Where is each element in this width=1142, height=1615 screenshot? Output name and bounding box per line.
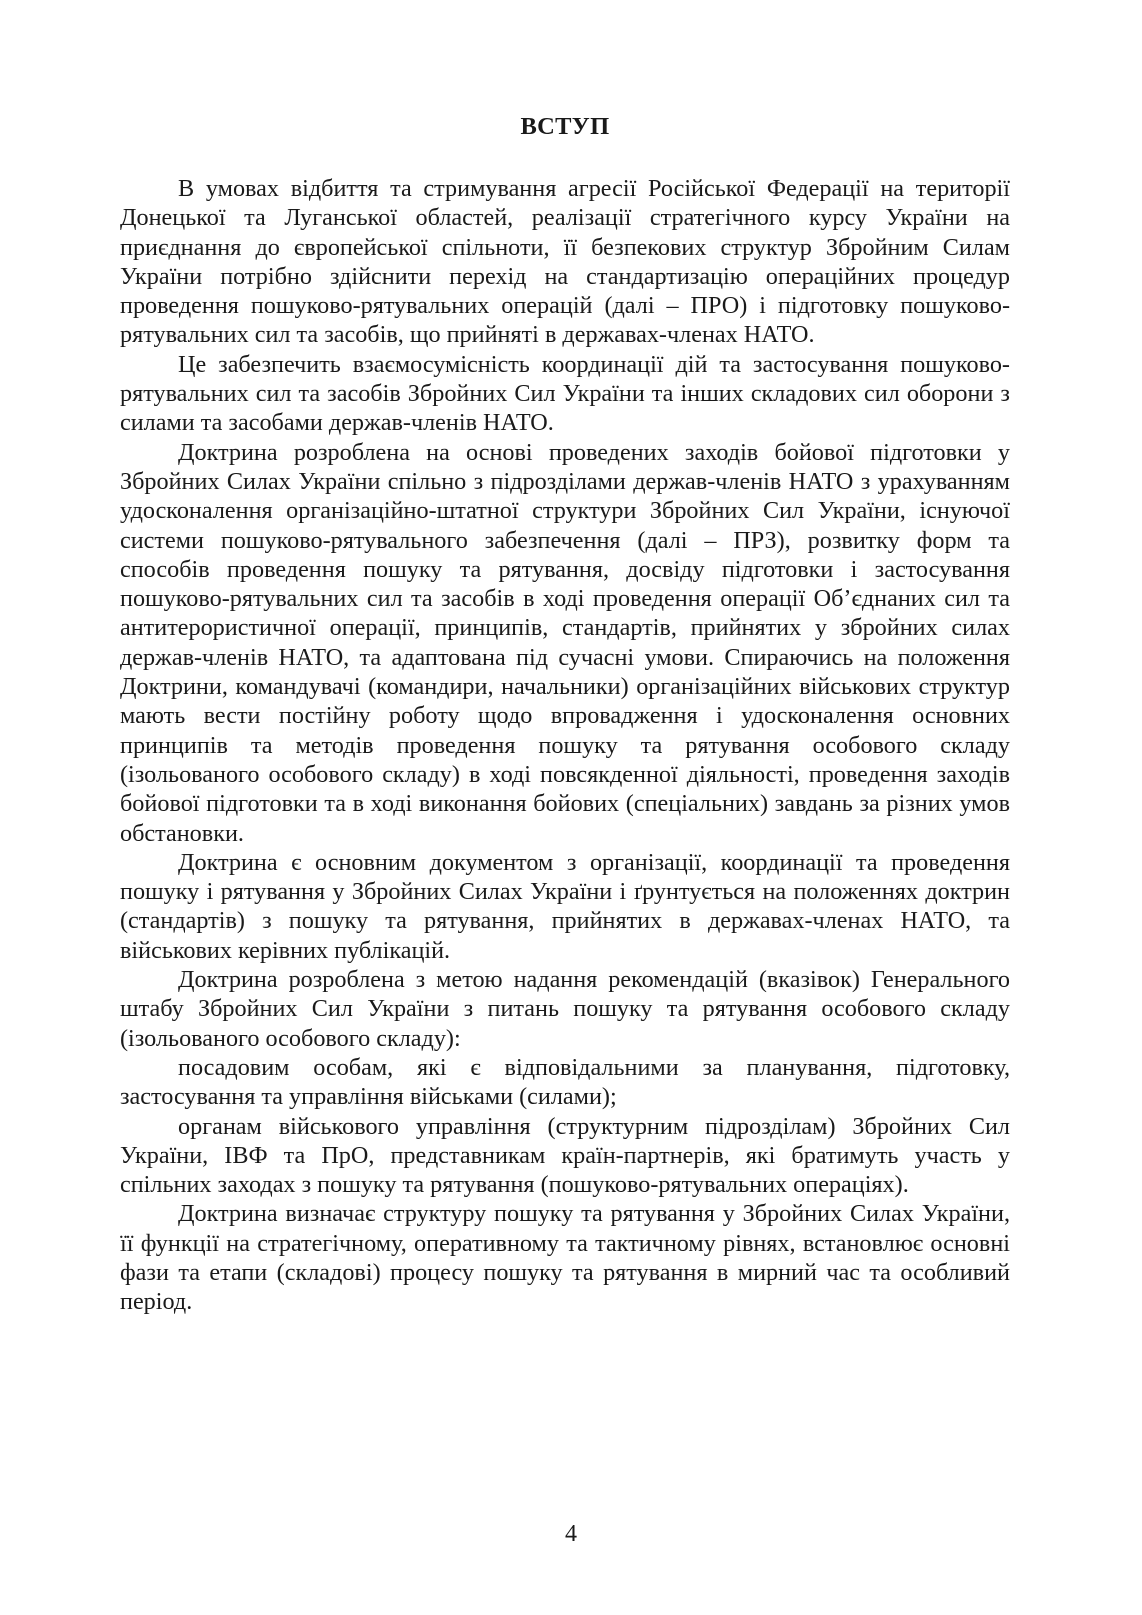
page-number: 4 [565, 1521, 577, 1547]
list-item-officials: посадовим особам, які є відповідальними за планування, підготовку, застосування та управління військами (силами); [120, 1053, 1010, 1111]
paragraph-4: Доктрина є основним документом з організації, координації та проведення пошуку і рятування у Збройних Силах України і ґрунтується на положеннях доктрин (стандартів) з пошуку та рятування, прийнятих в державах-членах НАТО, та військових керівних публікацій. [120, 848, 1010, 964]
list-item-bodies: органам військового управління (структурним підрозділам) Збройних Сил України, ІВФ та ПрО, представникам країн-партнерів, які братимуть участь у спільних заходах з пошуку та рятування (пошуково-рятувальних операціях). [120, 1112, 1010, 1199]
paragraph-1: В умовах відбиття та стримування агресії Російської Федерації на території Донецької та Луганської областей, реалізації стратегічного курсу України на приєднання до європейської спільноти, її безпекових структур Збройним Силам України потрібно здійснити перехід на стандартизацію операційних процедур проведення пошуково-рятувальних операцій (далі – ПРО) і підготовку пошуково-рятувальних сил та засобів, що прийняті в державах-членах НАТО. [120, 175, 1010, 349]
paragraph-8: Доктрина визначає структуру пошуку та рятування у Збройних Силах України, її функції на стратегічному, оперативному та тактичному рівнях, встановлює основні фази та етапи (складові) процесу пошуку та рятування в мирний час та особливий період. [120, 1200, 1010, 1316]
section-title: ВСТУП [520, 113, 610, 140]
paragraph-2: Це забезпечить взаємосумісність координації дій та застосування пошуково-рятувальних сил та засобів Збройних Сил України та інших складових сил оборони з силами та засобами держав-членів НАТО. [120, 350, 1010, 437]
paragraph-5: Доктрина розроблена з метою надання рекомендацій (вказівок) Генерального штабу Збройних Сил України з питань пошуку та рятування особового складу (ізольованого особового складу): [120, 966, 1010, 1052]
paragraph-3: Доктрина розроблена на основі проведених заходів бойової підготовки у Збройних Силах України спільно з підрозділами держав-членів НАТО з урахуванням удосконалення організаційно-штатної структури Збройних Сил України, існуючої системи пошуково-рятувального забезпечення (далі – ПРЗ), розвитку форм та способів проведення пошуку та рятування, досвіду підготовки і застосування пошуково-рятувальних сил та засобів в ході проведення операції Об’єднаних сил та антитерористичної операції, принципів, стандартів, прийнятих у збройних силах держав-членів НАТО, та адаптована під сучасні умови. Спираючись на положення Доктрини, командувачі (командири, начальники) організаційних військових структур мають вести постійну роботу щодо впровадження і удосконалення основних принципів та методів проведення пошуку та рятування особового складу (ізольованого особового складу) в ході повсякденної діяльності, проведення заходів бойової підготовки та в ході виконання бойових (спеціальних) завдань за різних умов обстановки. [120, 438, 1010, 847]
